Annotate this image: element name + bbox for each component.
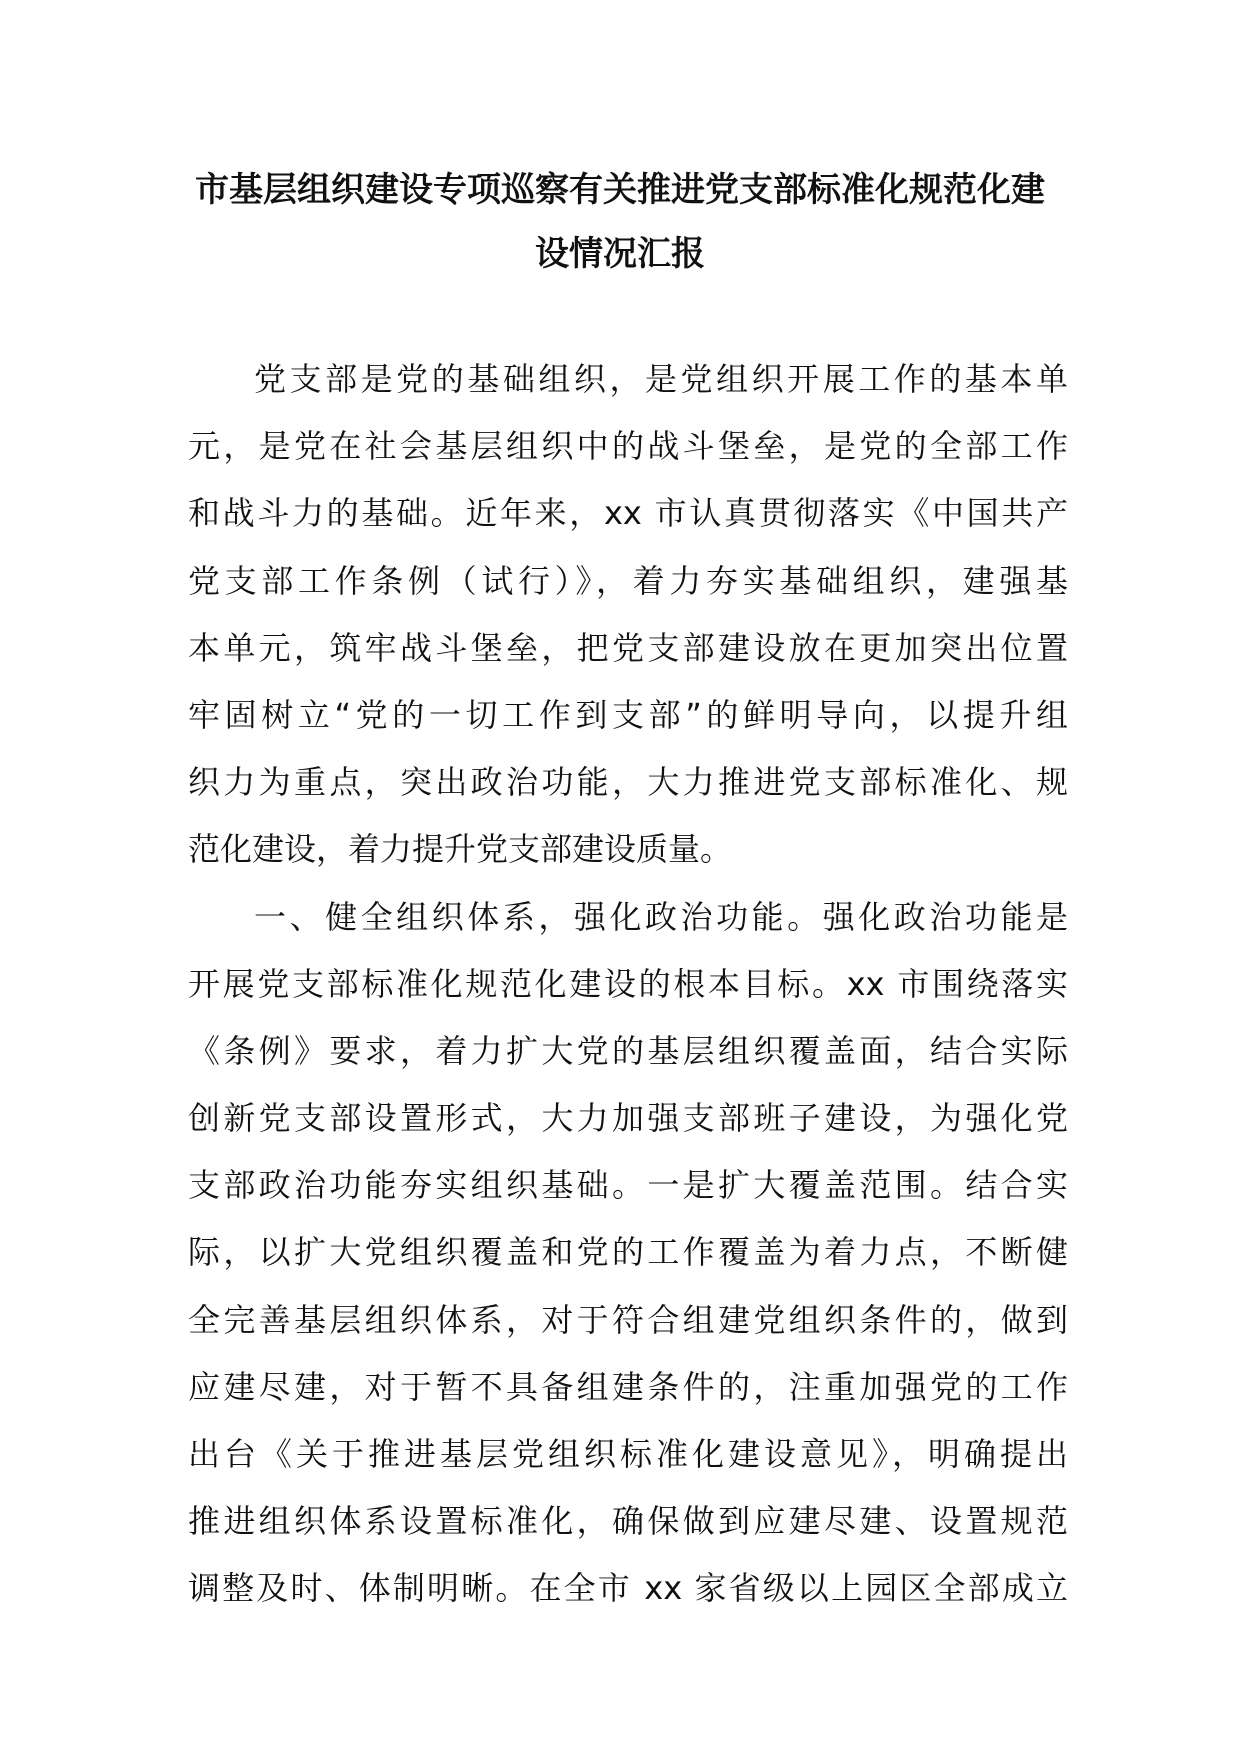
document-body <box>188 346 1068 1623</box>
title-line: 市基层组织建设专项巡察有关推进党支部标准化规范化建 <box>195 170 1045 210</box>
paragraph-line: 党支部是党的基础组织，是党组织开展工作的基本单 <box>254 360 1068 398</box>
paragraph-line: 调整及时、体制明晰。在全市 xx 家省级以上园区全部成立 <box>188 1569 1068 1608</box>
document-title <box>140 158 1100 286</box>
paragraph-line: 开展党支部标准化规范化建设的根本目标。xx 市围绕落实 <box>188 964 1068 1003</box>
paragraph-line: 织力为重点，突出政治功能，大力推进党支部标准化、规 <box>188 763 1068 802</box>
paragraph-line: 出台《关于推进基层党组织标准化建设意见》，明确提出 <box>188 1435 1068 1473</box>
paragraph-line: 应建尽建，对于暂不具备组建条件的，注重加强党的工作 <box>188 1367 1068 1406</box>
paragraph-line: 《条例》要求，着力扩大党的基层组织覆盖面，结合实际 <box>188 1031 1068 1070</box>
paragraph-line: 本单元，筑牢战斗堡垒，把党支部建设放在更加突出位置 <box>188 628 1068 667</box>
paragraph-line: 全完善基层组织体系，对于符合组建党组织条件的，做到 <box>188 1300 1068 1339</box>
paragraph-line: 际，以扩大党组织覆盖和党的工作覆盖为着力点，不断健 <box>188 1233 1068 1272</box>
title-line: 设情况汇报 <box>535 234 705 274</box>
paragraph-line: 支部政治功能夯实组织基础。一是扩大覆盖范围。结合实 <box>188 1166 1068 1205</box>
paragraph-line: 范化建设，着力提升党支部建设质量。 <box>188 830 733 869</box>
paragraph-line: 推进组织体系设置标准化，确保做到应建尽建、设置规范 <box>188 1502 1068 1541</box>
paragraph-line: 一、健全组织体系，强化政治功能。强化政治功能是 <box>254 897 1068 936</box>
paragraph-line: 党支部工作条例（试行）》，着力夯实基础组织，建强基 <box>188 561 1068 600</box>
paragraph-line: 和战斗力的基础。近年来，xx 市认真贯彻落实《中国共产 <box>188 494 1068 533</box>
paragraph-line: 元，是党在社会基层组织中的战斗堡垒，是党的全部工作 <box>188 427 1068 466</box>
paragraph-line: 牢固树立“党的一切工作到支部”的鲜明导向，以提升组 <box>188 695 1068 734</box>
paragraph-line: 创新党支部设置形式，大力加强支部班子建设，为强化党 <box>188 1099 1068 1138</box>
